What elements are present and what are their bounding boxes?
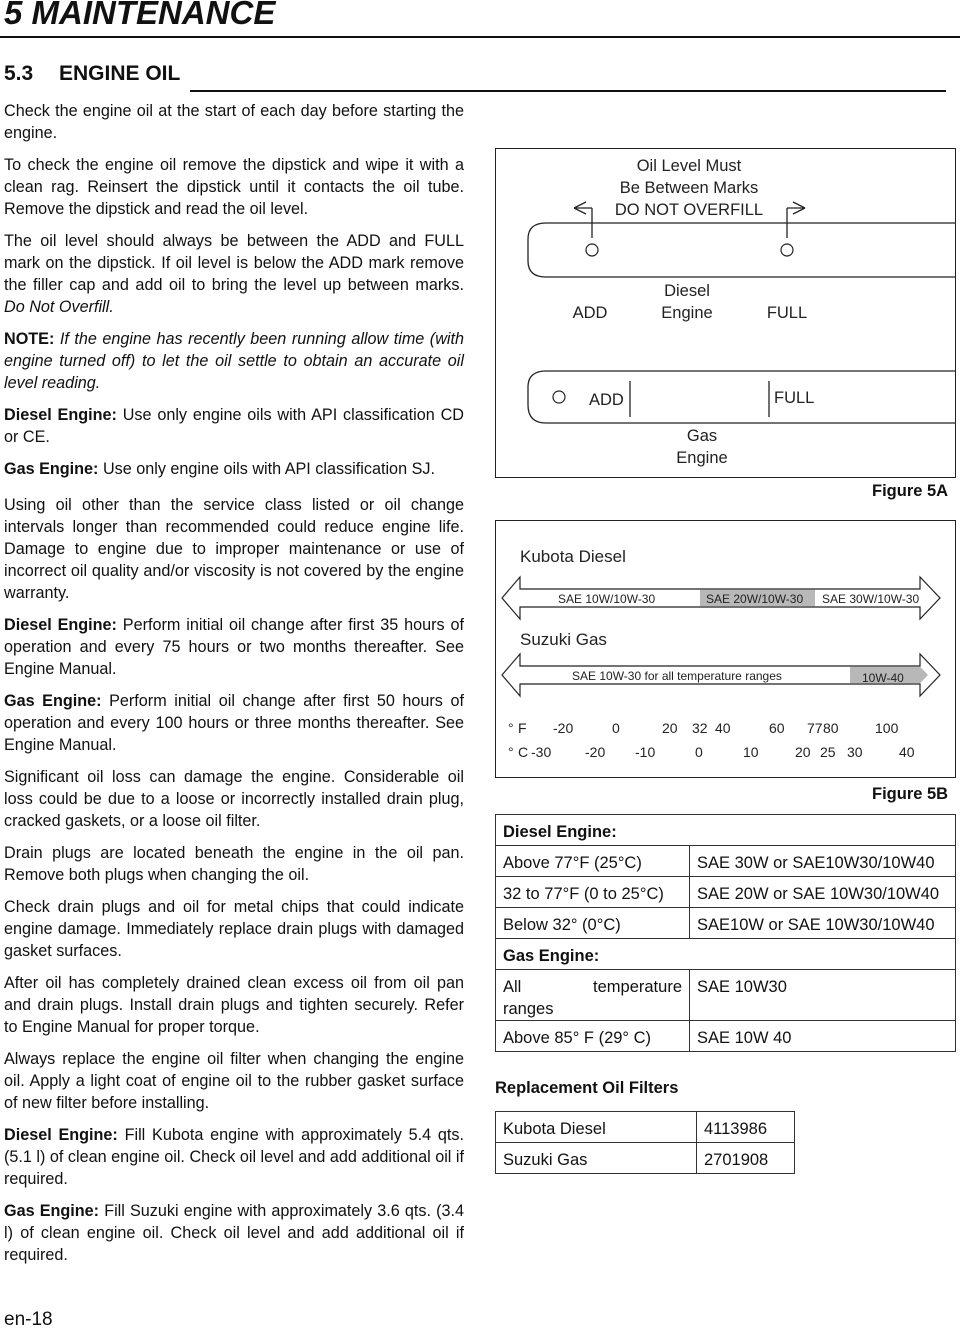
figure-5b-viscosity-chart: [495, 520, 956, 778]
viscosity-diagram: [496, 521, 955, 777]
paragraph-gas-fill: [4, 1200, 464, 1266]
diesel-add-hole: [586, 244, 598, 256]
kubota-seg-20w: SAE 20W/10W-30: [706, 592, 804, 606]
table-row: [496, 846, 956, 877]
figure-5b-label: Figure 5B: [872, 785, 949, 803]
right-arrow-head-1: [793, 202, 805, 208]
oil-spec-table: [495, 814, 956, 1052]
ranges-word: ranges: [503, 1000, 554, 1018]
diesel-add-label: ADD: [572, 304, 608, 322]
temp-range-cell: Above 85° F (29° C): [496, 1021, 690, 1052]
diesel-change-label: Diesel Engine:: [4, 616, 117, 634]
paragraph-after-drain: After oil has completely drained clean excess oil from oil pan and drain plugs. Install drain plugs and tighten securely. Refer to Engine Manual for proper torque.: [4, 974, 464, 1036]
c-tick: -10: [635, 744, 656, 760]
diesel-engine-line-1: Diesel: [664, 282, 710, 300]
diesel-engine-heading: Diesel Engine:: [496, 815, 956, 846]
table-row: [496, 877, 956, 908]
temp-range-cell: Below 32° (0°C): [496, 908, 690, 939]
gas-hole: [553, 391, 565, 403]
f-tick: -20: [553, 720, 574, 736]
dipstick-diagram: [496, 149, 955, 477]
filter-engine-cell: Kubota Diesel: [496, 1112, 697, 1143]
temperature-scales: [508, 720, 915, 760]
suzuki-seg-all: SAE 10W-30 for all temperature ranges: [572, 669, 782, 683]
chapter-title: 5 MAINTENANCE: [4, 0, 276, 31]
section-title: ENGINE OIL: [59, 62, 181, 85]
filter-engine-cell: Suzuki Gas: [496, 1143, 697, 1174]
f-degree-mark: °: [508, 720, 514, 736]
c-tick: 10: [743, 744, 759, 760]
note-label: NOTE:: [4, 330, 55, 348]
c-tick: 0: [695, 744, 703, 760]
section-rule: [190, 90, 946, 92]
c-tick: 40: [899, 744, 915, 760]
table-row: [496, 1021, 956, 1052]
table-row: [496, 908, 956, 939]
paragraph-drain-plugs: Drain plugs are located beneath the engine in the oil pan. Remove both plugs when changing the oil.: [4, 844, 464, 884]
table-row: [496, 939, 956, 970]
oil-grade-cell: SAE 10W30: [690, 970, 956, 1021]
diesel-fill-text: Fill Kubota engine with approximately 5.4 qts. (5.1 l) of clean engine oil. Check oil level and add additional oil if required.: [4, 1126, 464, 1188]
section-heading: [4, 62, 180, 86]
paragraph-metal-chips: Check drain plugs and oil for metal chips that could indicate engine damage. Immediately replace drain plugs with damaged gasket surfaces.: [4, 898, 464, 960]
paragraph-gas-api: [4, 458, 464, 480]
paragraph-diesel-change: [4, 614, 464, 680]
kubota-diesel-label: Kubota Diesel: [520, 547, 626, 566]
warning-line-1: Oil Level Must: [636, 157, 742, 175]
table-row: [496, 1112, 795, 1143]
temp-range-cell: [496, 970, 690, 1021]
kubota-seg-10w: SAE 10W/10W-30: [558, 592, 656, 606]
filter-part-cell: 4113986: [697, 1112, 795, 1143]
oil-level-text: The oil level should always be between the ADD and FULL mark on the dipstick. If oil level is below the ADD mark remove the filler cap and add oil to bring the level up between marks.: [4, 232, 464, 294]
kubota-seg-30w: SAE 30W/10W-30: [822, 592, 920, 606]
left-arrow-head-2: [574, 208, 586, 214]
gas-fill-label: Gas Engine:: [4, 1202, 100, 1220]
gas-add-label: ADD: [589, 391, 624, 409]
page-number: en-18: [4, 1309, 53, 1330]
f-unit: F: [518, 720, 527, 736]
c-degree-mark: °: [508, 744, 514, 760]
table-row: [496, 1143, 795, 1174]
paragraph-gas-change: [4, 690, 464, 756]
f-tick: 40: [715, 720, 731, 736]
diesel-full-label: FULL: [766, 304, 808, 322]
diesel-api-label: Diesel Engine:: [4, 406, 117, 424]
all-word: All: [503, 978, 522, 996]
table-row: [496, 970, 956, 1021]
paragraph-dipstick: To check the engine oil remove the dipstick and wipe it with a clean rag. Reinsert the dipstick until it contacts the oil tube. Remove the dipstick and read the oil level.: [4, 156, 464, 218]
page-header: [0, 0, 960, 36]
gas-engine-line-1: Gas: [686, 427, 718, 445]
paragraph-service-class: Using oil other than the service class listed or oil change intervals longer than recommended could reduce engine life. Damage to engine due to improper maintenance or use of incorrect oil quality and/or viscosity is not covered by the engine warranty.: [4, 496, 464, 602]
filter-table: [495, 1111, 795, 1174]
suzuki-seg-10w40: 10W-40: [862, 671, 904, 685]
temp-range-cell: Above 77°F (25°C): [496, 846, 690, 877]
replacement-filters-title: Replacement Oil Filters: [495, 1079, 679, 1097]
c-tick: -20: [585, 744, 606, 760]
diesel-api-text: Use only engine oils with API classification CD or CE.: [4, 406, 464, 446]
oil-grade-cell: SAE10W or SAE 10W30/10W40: [690, 908, 956, 939]
figure-5a-dipstick: [495, 148, 956, 478]
suzuki-gas-label: Suzuki Gas: [520, 630, 607, 649]
note-text: If the engine has recently been running allow time (with engine turned off) to let the oil settle to obtain an accurate oil level reading.: [4, 330, 464, 392]
c-tick: 20: [795, 744, 811, 760]
f-tick: 100: [875, 720, 899, 736]
paragraph-oil-level: [4, 230, 464, 318]
paragraph-oil-loss: Significant oil loss can damage the engine. Considerable oil loss could be due to a loose or incorrectly installed drain plug, cracked gaskets, or a loose oil filter.: [4, 768, 464, 830]
c-tick: 30: [847, 744, 863, 760]
oil-grade-cell: SAE 20W or SAE 10W30/10W40: [690, 877, 956, 908]
diesel-engine-line-2: Engine: [661, 304, 713, 322]
paragraph-diesel-fill: [4, 1124, 464, 1190]
gas-engine-heading: Gas Engine:: [496, 939, 956, 970]
warning-line-3: DO NOT OVERFILL: [614, 201, 764, 219]
c-tick: -30: [531, 744, 552, 760]
gas-engine-line-2: Engine: [676, 449, 728, 467]
table-row: [496, 815, 956, 846]
f-tick: 32: [692, 720, 708, 736]
right-arrow-head-2: [793, 208, 805, 214]
diesel-fill-label: Diesel Engine:: [4, 1126, 118, 1144]
all-temperature-line: [503, 976, 682, 998]
f-tick: 77: [807, 720, 823, 736]
diesel-full-hole: [781, 244, 793, 256]
c-unit: C: [518, 744, 529, 760]
diesel-change-text: Perform initial oil change after first 35 hours of operation and every 75 hours or two months thereafter. See Engine Manual.: [4, 616, 464, 678]
figure-5a-label: Figure 5A: [872, 482, 949, 500]
note-paragraph: [4, 328, 464, 394]
oil-grade-cell: SAE 30W or SAE10W30/10W40: [690, 846, 956, 877]
temperature-word: temperature: [593, 978, 682, 996]
filter-part-cell: 2701908: [697, 1143, 795, 1174]
gas-full-label: FULL: [774, 389, 815, 407]
paragraph-check-daily: Check the engine oil at the start of each day before starting the engine.: [4, 102, 464, 142]
paragraph-diesel-api: [4, 404, 464, 448]
do-not-overfill-text: Do Not Overfill.: [4, 298, 114, 316]
warning-line-2: Be Between Marks: [619, 179, 759, 197]
body-column: [4, 100, 464, 1276]
gas-change-text: Perform initial oil change after first 50 hours of operation and every 100 hours or three months thereafter. See Engine Manual.: [4, 692, 464, 754]
f-tick: 60: [769, 720, 785, 736]
gas-change-label: Gas Engine:: [4, 692, 102, 710]
left-arrow-head-1: [574, 202, 586, 208]
gas-api-label: Gas Engine:: [4, 460, 99, 478]
f-tick: 80: [823, 720, 839, 736]
gas-fill-text: Fill Suzuki engine with approximately 3.6 qts. (3.4 l) of clean engine oil. Check oil level and add additional oil if required.: [4, 1202, 464, 1264]
gas-api-text: Use only engine oils with API classification SJ.: [98, 460, 435, 478]
c-tick: 25: [820, 744, 836, 760]
f-tick: 20: [662, 720, 678, 736]
f-tick: 0: [612, 720, 620, 736]
temp-range-cell: 32 to 77°F (0 to 25°C): [496, 877, 690, 908]
paragraph-oil-filter: Always replace the engine oil filter when changing the engine oil. Apply a light coat of engine oil to the rubber gasket surface of new filter before installing.: [4, 1050, 464, 1112]
header-rule: [0, 36, 960, 38]
oil-grade-cell: SAE 10W 40: [690, 1021, 956, 1052]
section-number: 5.3: [4, 62, 34, 85]
